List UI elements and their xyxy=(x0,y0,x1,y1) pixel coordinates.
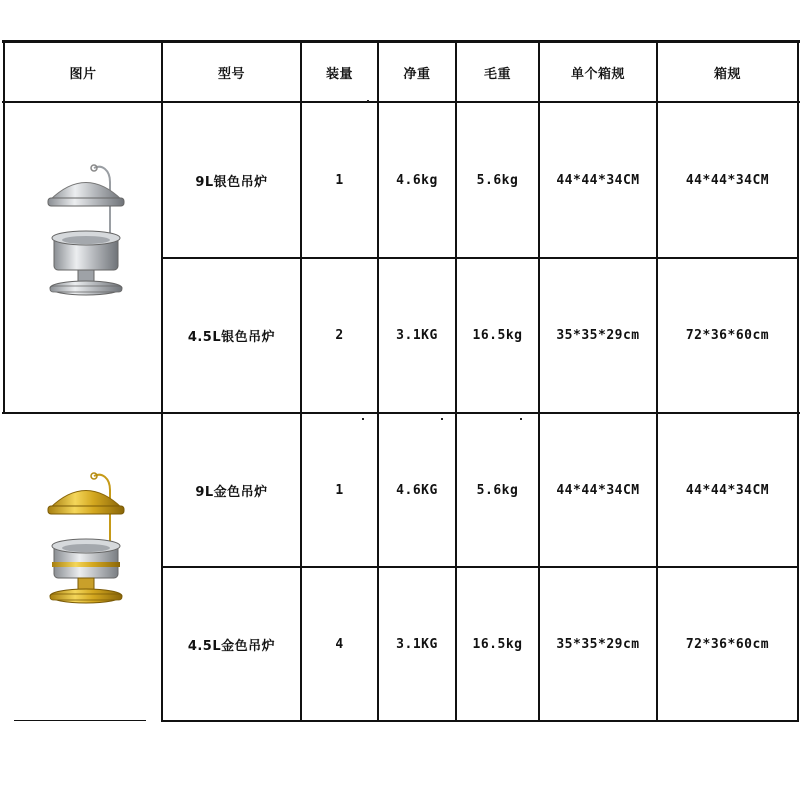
row2-qty: 2 xyxy=(335,328,344,343)
header-qty: 装量 xyxy=(325,66,353,82)
col-line xyxy=(797,40,799,722)
row1-unit-box: 44*44*34CM xyxy=(556,172,640,188)
row4-box: 72*36*60cm xyxy=(685,636,770,652)
row3-model: 9L金色吊炉 xyxy=(195,484,268,500)
header-unit-box: 单个箱规 xyxy=(570,66,625,82)
row2-net-weight: 3.1KG xyxy=(396,328,438,343)
silver-chafing-dish-image xyxy=(40,160,132,305)
row3-qty: 1 xyxy=(335,482,344,498)
row4-model: 4.5L金色吊炉 xyxy=(187,638,276,654)
table-border-bottom-left xyxy=(14,720,146,721)
row3-gross-weight: 5.6kg xyxy=(476,482,519,498)
row1-qty: 1 xyxy=(335,172,344,188)
header-picture: 图片 xyxy=(69,66,97,82)
header-model: 型号 xyxy=(217,66,245,82)
row2-unit-box: 35*35*29cm xyxy=(556,328,640,343)
row3-box: 44*44*34CM xyxy=(685,482,770,498)
row1-net-weight: 4.6kg xyxy=(396,172,438,188)
row2-box: 72*36*60cm xyxy=(685,328,770,343)
row1-gross-weight: 5.6kg xyxy=(476,172,519,188)
row3-unit-box: 44*44*34CM xyxy=(556,482,640,498)
header-net-weight: 净重 xyxy=(403,66,431,82)
row1-model: 9L银色吊炉 xyxy=(195,174,268,190)
row3-net-weight: 4.6KG xyxy=(396,482,438,498)
row1-box: 44*44*34CM xyxy=(685,172,770,188)
row2-gross-weight: 16.5kg xyxy=(472,328,523,343)
table-border-bottom xyxy=(162,720,798,722)
row4-gross-weight: 16.5kg xyxy=(472,636,523,652)
row4-net-weight: 3.1KG xyxy=(396,636,438,652)
row2-model: 4.5L银色吊炉 xyxy=(187,330,276,345)
gold-chafing-dish-image xyxy=(40,468,132,613)
header-box: 箱规 xyxy=(713,66,741,82)
header-gross-weight: 毛重 xyxy=(483,66,511,82)
row4-unit-box: 35*35*29cm xyxy=(556,636,640,652)
row4-qty: 4 xyxy=(335,636,344,652)
